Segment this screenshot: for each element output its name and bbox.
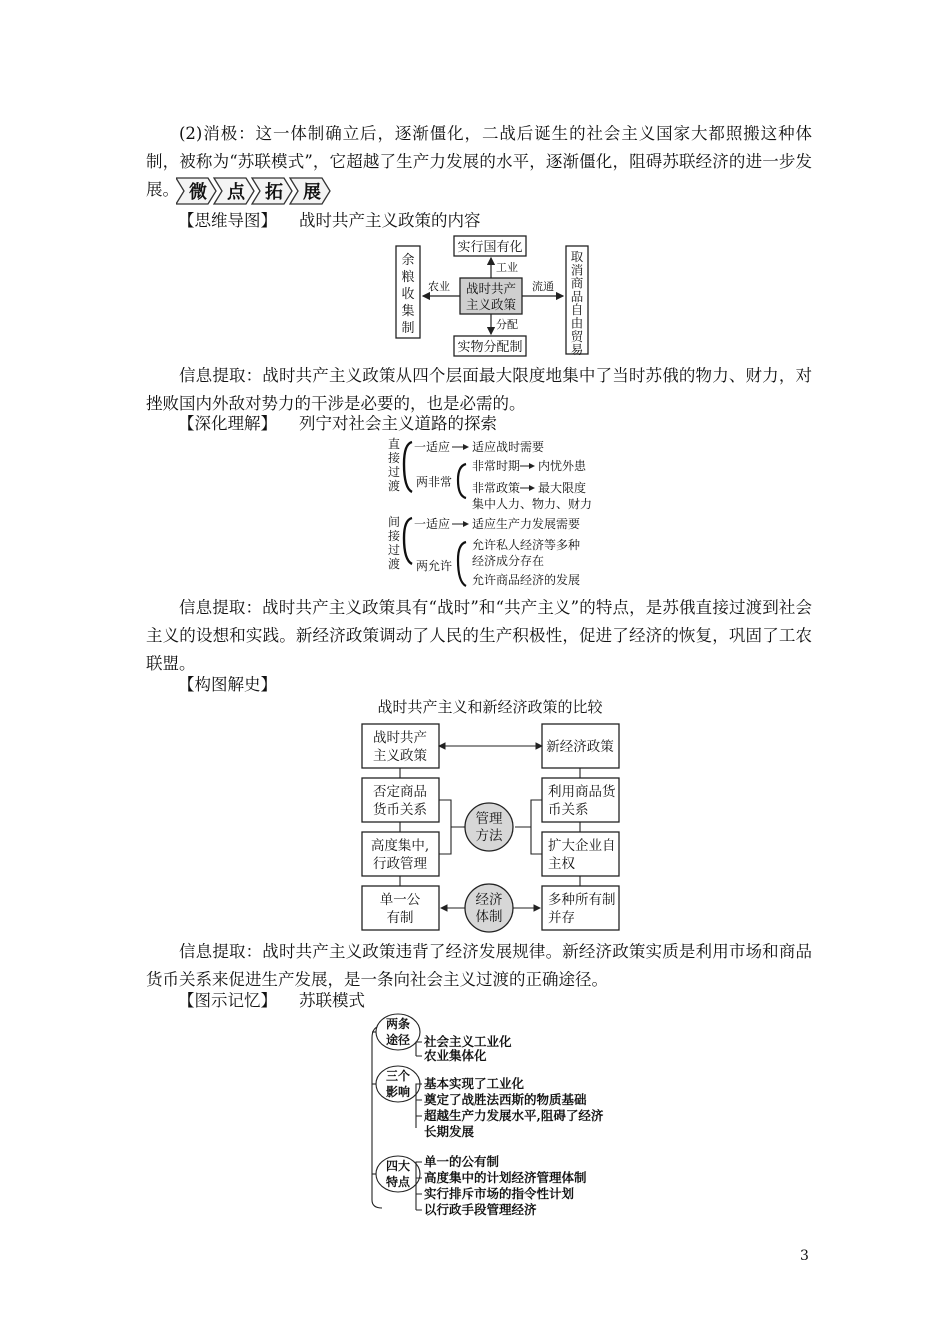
memory-group3-label: 特点 — [385, 1175, 411, 1189]
memory-group2-label: 三个 — [385, 1069, 411, 1083]
memory-group2-item: 基本实现了工业化 — [424, 1076, 525, 1091]
direct-two-a: 非常时期 — [472, 459, 521, 473]
banner-char: 展 — [303, 182, 321, 203]
intro-paragraph: (2)消极：这一体制确立后，逐渐僵化，二战后诞生的社会主义国家大都照搬这种体制，被称为“苏联模式”，它超越了生产力发展的水平，逐渐僵化，阻碍苏联经济的进一步发展。 — [146, 124, 812, 199]
direct-two-b: 非常政策 — [472, 481, 521, 495]
mindmap-label-bottom: 分配 — [496, 318, 518, 331]
indirect-one: 一适应 — [414, 517, 451, 531]
indirect-label-char: 间 — [387, 515, 401, 529]
deepen-heading — [178, 413, 497, 435]
compare-right-mid2: 主权 — [548, 856, 575, 872]
compare-left-bot: 单一公 — [379, 892, 421, 908]
indirect-two-a2: 经济成分存在 — [472, 554, 545, 568]
compare-circle-economy: 体制 — [475, 909, 503, 925]
memory-group2-item: 长期发展 — [424, 1124, 475, 1139]
compare-left-mid1: 货币关系 — [373, 802, 427, 818]
compare-right-bot: 多种所有制 — [548, 892, 616, 908]
banner-char: 点 — [227, 182, 245, 203]
deepen-tag: 【深化理解】 — [178, 414, 277, 433]
mindmap-left-char: 集 — [401, 304, 415, 319]
mindmap-right-char: 消 — [570, 262, 584, 278]
compare-left-top: 主义政策 — [373, 748, 427, 764]
mindmap-info: 信息提取：战时共产主义政策从四个层面最大限度地集中了当时苏俄的物力、财力，对挫败国内外敌对势力的干涉是必要的，也是必需的。 — [146, 366, 812, 413]
compare-title: 战时共产主义和新经济政策的比较 — [377, 698, 603, 716]
memory-group3-item: 以行政手段管理经济 — [424, 1202, 537, 1217]
mindmap-left-char: 粮 — [401, 270, 415, 285]
section-banner — [176, 176, 336, 206]
memory-tag: 【图示记忆】 — [178, 991, 277, 1010]
mindmap-right-char: 贸 — [570, 328, 584, 344]
direct-one: 一适应 — [414, 440, 451, 454]
memory-group3-item: 高度集中的计划经济管理体制 — [424, 1170, 587, 1185]
compare-right-mid1: 利用商品货 — [548, 784, 616, 800]
mindmap-label-left: 农业 — [428, 280, 450, 293]
lenin-path-diagram — [382, 436, 602, 594]
page-number: 3 — [800, 1248, 809, 1264]
compare-info: 信息提取：战时共产主义政策违背了经济发展规律。新经济政策实质是利用市场和商品货币关系来促进生产发展，是一条向社会主义过渡的正确途径。 — [146, 942, 812, 989]
mindmap-left-box — [401, 253, 414, 336]
memory-group1-item: 社会主义工业化 — [424, 1034, 512, 1049]
mindmap-left-char: 余 — [401, 253, 415, 268]
mindmap-left-char: 制 — [401, 321, 415, 336]
direct-two-a-target: 内忧外患 — [538, 459, 587, 473]
policy-comparison-diagram — [355, 720, 630, 936]
indirect-one-target: 适应生产力发展需要 — [472, 517, 581, 531]
compare-left-mid2: 高度集中, — [370, 838, 430, 854]
memory-group1-label: 途径 — [385, 1033, 411, 1047]
mindmap-tag: 【思维导图】 — [178, 211, 277, 230]
mindmap-right-char: 由 — [570, 315, 584, 331]
mindmap-top-box: 实行国有化 — [457, 240, 523, 255]
mindmap-heading — [178, 210, 481, 232]
memory-group3-label: 四大 — [385, 1159, 411, 1173]
direct-two-b-cont: 集中人力、物力、财力 — [472, 497, 593, 511]
mindmap-label-right: 流通 — [532, 280, 554, 293]
compare-right-bot: 并存 — [548, 910, 575, 926]
mindmap-right-char: 商 — [570, 275, 584, 291]
compare-left-bot: 有制 — [386, 910, 414, 926]
memory-group3-item: 实行排斥市场的指令性计划 — [424, 1186, 575, 1201]
compare-left-mid1: 否定商品 — [373, 784, 427, 800]
banner-char: 微 — [189, 182, 207, 203]
compare-heading — [178, 674, 299, 696]
memory-group1-item: 农业集体化 — [424, 1048, 487, 1063]
direct-label-char: 渡 — [387, 479, 401, 493]
memory-group2-item: 超越生产力发展水平,阻碍了经济 — [424, 1108, 604, 1123]
indirect-two: 两允许 — [416, 559, 453, 573]
banner-char: 拓 — [265, 182, 283, 203]
direct-transition-label — [388, 436, 400, 493]
indirect-transition-label — [388, 514, 400, 571]
direct-two-b-target: 最大限度 — [538, 481, 587, 495]
direct-label-char: 接 — [387, 451, 401, 465]
deepen-title: 列宁对社会主义道路的探索 — [299, 414, 497, 433]
indirect-two-a1: 允许私人经济等多种 — [472, 538, 581, 552]
soviet-model-diagram — [360, 1012, 630, 1218]
mindmap-right-box — [571, 249, 584, 357]
policy-mindmap — [390, 232, 600, 358]
mindmap-title: 战时共产主义政策的内容 — [299, 211, 481, 230]
memory-title: 苏联模式 — [299, 991, 365, 1010]
memory-group1-label: 两条 — [385, 1017, 411, 1031]
memory-group3-item: 单一的公有制 — [424, 1154, 500, 1169]
mindmap-right-char: 取 — [570, 249, 584, 264]
direct-label-char: 过 — [387, 465, 401, 479]
mindmap-right-char: 自 — [570, 302, 584, 318]
direct-one-target: 适应战时需要 — [472, 440, 545, 454]
mindmap-left-char: 收 — [401, 287, 415, 302]
compare-left-mid2: 行政管理 — [373, 856, 427, 872]
mindmap-right-char: 易 — [570, 342, 584, 358]
compare-left-top: 战时共产 — [373, 730, 427, 746]
compare-circle-economy: 经济 — [475, 892, 503, 908]
memory-heading — [178, 990, 365, 1012]
mindmap-bottom-box: 实物分配制 — [457, 340, 523, 355]
deepen-info: 信息提取：战时共产主义政策具有“战时”和“共产主义”的特点，是苏俄直接过渡到社会主义的设想和实践。新经济政策调动了人民的生产积极性，促进了经济的恢复，巩固了工农联盟。 — [146, 598, 812, 673]
compare-circle-management: 管理 — [475, 811, 503, 827]
memory-group2-item: 奠定了战胜法西斯的物质基础 — [424, 1092, 587, 1107]
direct-label-char: 直 — [387, 437, 401, 451]
indirect-two-b: 允许商品经济的发展 — [472, 573, 581, 587]
indirect-label-char: 渡 — [387, 557, 401, 571]
compare-right-top: 新经济政策 — [546, 739, 614, 755]
compare-circle-management: 方法 — [475, 828, 503, 844]
compare-right-mid1: 币关系 — [548, 802, 589, 818]
indirect-label-char: 接 — [387, 529, 401, 543]
mindmap-center: 主义政策 — [465, 297, 517, 312]
compare-tag: 【构图解史】 — [178, 675, 277, 694]
memory-group2-label: 影响 — [385, 1085, 411, 1099]
indirect-label-char: 过 — [387, 543, 401, 557]
direct-two: 两非常 — [416, 475, 453, 489]
mindmap-center: 战时共产 — [465, 281, 517, 296]
mindmap-right-char: 品 — [570, 288, 584, 304]
mindmap-label-top: 工业 — [496, 261, 518, 274]
compare-right-mid2: 扩大企业自 — [548, 838, 616, 854]
